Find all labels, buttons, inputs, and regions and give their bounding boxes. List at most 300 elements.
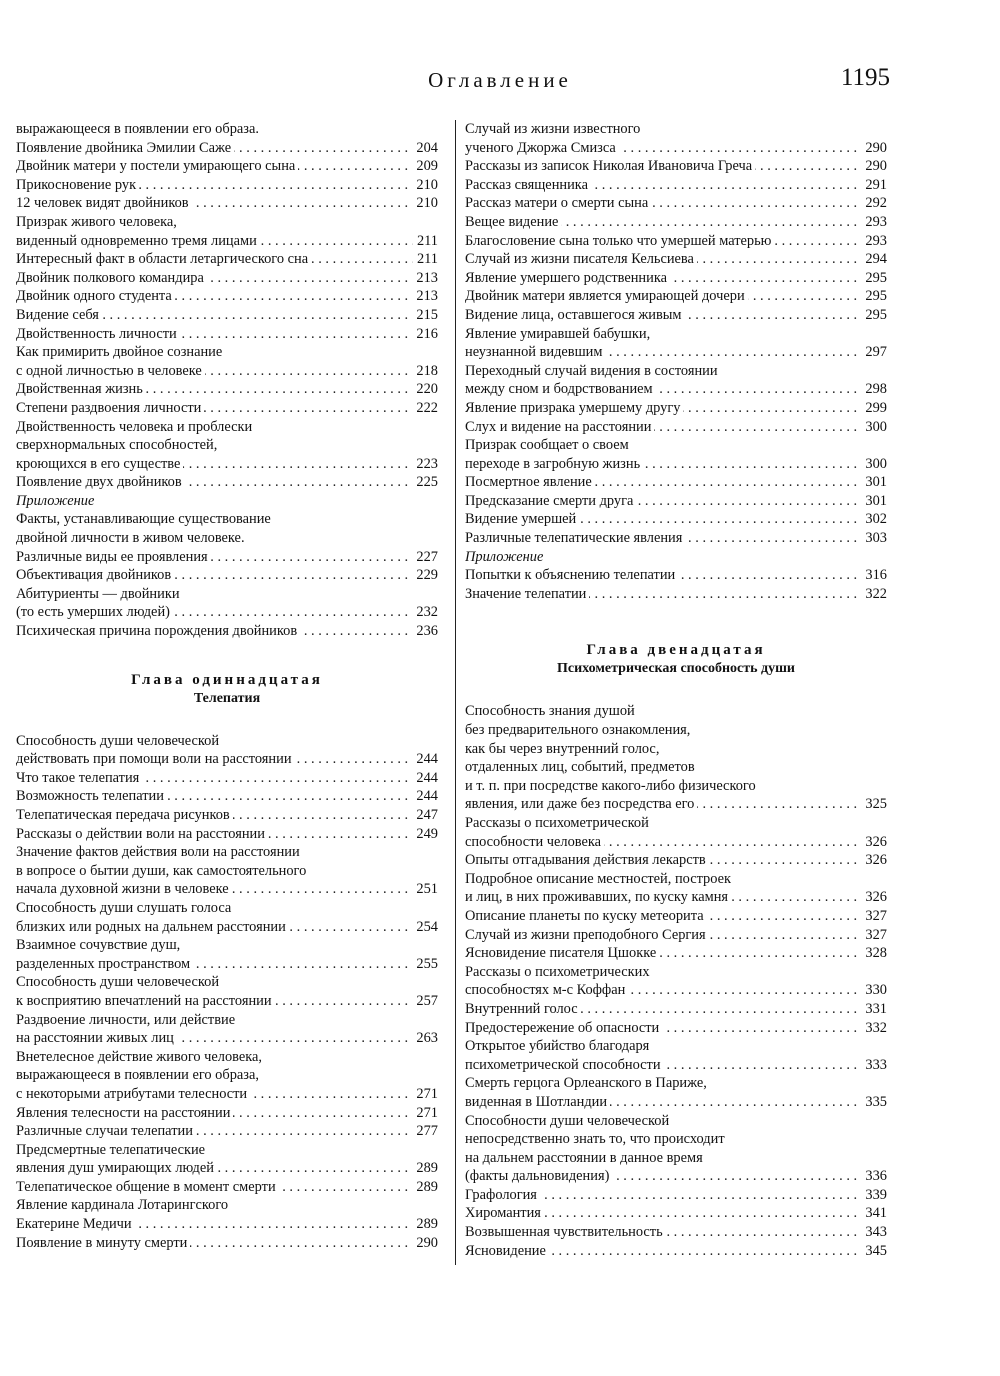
toc-entry-title: Возвышенная чувствительность xyxy=(465,1224,666,1240)
toc-entry xyxy=(16,1178,438,1197)
toc-entry-page: 327 xyxy=(861,907,887,926)
toc-entry-title: Двойственность личности xyxy=(16,326,180,342)
toc-entry xyxy=(465,851,887,870)
right-entries-top xyxy=(465,120,887,603)
toc-entry xyxy=(465,1149,887,1168)
toc-entry-page: 271 xyxy=(412,1104,438,1123)
toc-entry xyxy=(465,139,887,158)
toc-entry-title: Способность души слушать голоса xyxy=(16,900,234,916)
toc-entry-page: 289 xyxy=(412,1215,438,1234)
toc-entry-page: 251 xyxy=(412,880,438,899)
toc-entry xyxy=(16,529,438,548)
toc-entry-page: 215 xyxy=(412,306,438,325)
toc-entry-title: Графология xyxy=(465,1187,540,1203)
toc-entry-title: Способности души человеческой xyxy=(465,1113,672,1129)
toc-entry xyxy=(16,806,438,825)
toc-entry xyxy=(16,1215,438,1234)
toc-entry xyxy=(465,362,887,381)
toc-entry xyxy=(16,362,438,381)
toc-entry xyxy=(16,973,438,992)
toc-entry xyxy=(465,306,887,325)
toc-entry-title: без предварительного ознакомления, xyxy=(465,722,693,738)
toc-entry-title: Различные виды ее проявления xyxy=(16,549,211,565)
toc-entry-title: Психическая причина порождения двойников xyxy=(16,623,300,639)
toc-entry-title: Абитуриенты — двойники xyxy=(16,586,183,602)
toc-entry xyxy=(16,343,438,362)
toc-entry xyxy=(16,603,438,622)
toc-entry xyxy=(465,833,887,852)
toc-entry-title: (факты дальновидения) xyxy=(465,1168,612,1184)
toc-entry-title: Телепатическое общение в момент смерти xyxy=(16,1179,279,1195)
toc-entry-page: 218 xyxy=(412,362,438,381)
toc-entry xyxy=(465,510,887,529)
toc-entry xyxy=(465,157,887,176)
toc-entry-title: Переходный случай видения в состоянии xyxy=(465,363,721,379)
toc-entry-title: Видение себя xyxy=(16,307,102,323)
toc-entry xyxy=(465,1112,887,1131)
toc-entry-title: Рассказы о психометрической xyxy=(465,815,652,831)
toc-entry-page: 341 xyxy=(861,1204,887,1223)
toc-entry-title: Интересный факт в области летаргического сна xyxy=(16,251,311,267)
toc-entry-title: Предсмертные телепатические xyxy=(16,1142,208,1158)
toc-entry-page: 300 xyxy=(861,418,887,437)
toc-entry-title: действовать при помощи воли на расстоянии xyxy=(16,751,295,767)
toc-entry xyxy=(16,936,438,955)
toc-entry-title: Рассказы из записок Николая Ивановича Греча xyxy=(465,158,755,174)
toc-entry xyxy=(16,1048,438,1067)
toc-entry-page: 325 xyxy=(861,795,887,814)
toc-entry-title: Двойственность человека и проблески xyxy=(16,419,255,435)
toc-entry xyxy=(465,1000,887,1019)
toc-entry-title: Телепатическая передача рисунков xyxy=(16,807,233,823)
chapter-title: Телепатия xyxy=(193,690,261,706)
toc-entry-page: 326 xyxy=(861,833,887,852)
toc-entry-title: Рассказы о действии воли на расстоянии xyxy=(16,826,268,842)
toc-entry xyxy=(16,250,438,269)
toc-entry-title: Двойник одного студента xyxy=(16,288,175,304)
toc-entry-page: 297 xyxy=(861,343,887,362)
toc-entry-title: виденная в Шотландии xyxy=(465,1094,610,1110)
toc-entry-title: Взаимное сочувствие душ, xyxy=(16,937,183,953)
toc-entry-title: Двойник полкового командира xyxy=(16,270,207,286)
toc-entry xyxy=(16,325,438,344)
toc-entry xyxy=(465,777,887,796)
toc-entry xyxy=(16,455,438,474)
toc-entry-page: 289 xyxy=(412,1178,438,1197)
toc-entry-page: 299 xyxy=(861,399,887,418)
toc-entry xyxy=(465,702,887,721)
toc-entry-page: 247 xyxy=(412,806,438,825)
toc-entry-page: 328 xyxy=(861,944,887,963)
toc-entry xyxy=(16,492,438,511)
toc-entry-page: 232 xyxy=(412,603,438,622)
toc-entry xyxy=(465,1242,887,1261)
toc-entry xyxy=(465,1037,887,1056)
toc-entry-title: Посмертное явление xyxy=(465,474,595,490)
toc-entry xyxy=(16,843,438,862)
toc-entry xyxy=(16,213,438,232)
toc-entry-page: 326 xyxy=(861,888,887,907)
toc-entry-title: Предостережение об опасности xyxy=(465,1020,662,1036)
chapter-label: Глава одиннадцатая xyxy=(131,671,323,688)
toc-entry-title: переходе в загробную жизнь xyxy=(465,456,643,472)
toc-entry xyxy=(16,157,438,176)
toc-entry-page: 209 xyxy=(412,157,438,176)
toc-entry-title: Явления телесности на расстоянии xyxy=(16,1105,233,1121)
toc-entry-title: начала духовной жизни в человеке xyxy=(16,881,232,897)
toc-entry-title: психометрической способности xyxy=(465,1057,664,1073)
toc-entry-title: к восприятию впечатлений на расстоянии xyxy=(16,993,275,1009)
toc-entry-page: 298 xyxy=(861,380,887,399)
toc-entry xyxy=(465,888,887,907)
toc-entry xyxy=(16,548,438,567)
toc-entry-title: Видение лица, оставшегося живым xyxy=(465,307,685,323)
toc-entry-title: с некоторыми атрибутами телесности xyxy=(16,1086,250,1102)
toc-entry-page: 333 xyxy=(861,1056,887,1075)
toc-entry-title: Благословение сына только что умершей матерью xyxy=(465,233,774,249)
toc-entry-page: 255 xyxy=(412,955,438,974)
toc-entry xyxy=(465,585,887,604)
toc-entry xyxy=(465,269,887,288)
toc-entry-title: Опыты отгадывания действия лекарств xyxy=(465,852,709,868)
toc-entry-title: Екатерине Медичи xyxy=(16,1216,135,1232)
toc-entry-page: 330 xyxy=(861,981,887,1000)
toc-entry xyxy=(16,585,438,604)
toc-entry xyxy=(465,963,887,982)
toc-entry-page: 326 xyxy=(861,851,887,870)
toc-entry-title: Появление двух двойников xyxy=(16,474,185,490)
toc-entry-page: 254 xyxy=(412,918,438,937)
toc-entry-page: 213 xyxy=(412,269,438,288)
toc-entry xyxy=(465,944,887,963)
toc-entry-title: Призрак сообщает о своем xyxy=(465,437,632,453)
toc-entry-page: 271 xyxy=(412,1085,438,1104)
toc-entry xyxy=(465,1074,887,1093)
toc-entry xyxy=(465,981,887,1000)
toc-entry xyxy=(16,1085,438,1104)
toc-entry xyxy=(16,139,438,158)
toc-entry xyxy=(16,269,438,288)
right-entries-bottom xyxy=(465,702,887,1260)
toc-entry xyxy=(465,1186,887,1205)
toc-entry xyxy=(465,287,887,306)
toc-entry xyxy=(465,194,887,213)
toc-entry xyxy=(465,325,887,344)
toc-entry-title: Прикосновение рук xyxy=(16,177,139,193)
toc-entry xyxy=(465,492,887,511)
toc-entry xyxy=(16,918,438,937)
toc-entry xyxy=(465,926,887,945)
toc-entry-title: Явление кардинала Лотарингского xyxy=(16,1197,231,1213)
toc-entry-title: Различные телепатические явления xyxy=(465,530,685,546)
toc-entry-title: Степени раздвоения личности xyxy=(16,400,204,416)
toc-entry-title: явления душ умирающих людей xyxy=(16,1160,217,1176)
toc-entry-title: Подробное описание местностей, построек xyxy=(465,871,734,887)
toc-entry xyxy=(465,399,887,418)
toc-entry-page: 244 xyxy=(412,769,438,788)
toc-entry-title: выражающееся в появлении его образа, xyxy=(16,1067,262,1083)
toc-entry xyxy=(465,473,887,492)
toc-entry xyxy=(16,862,438,881)
toc-entry-page: 295 xyxy=(861,269,887,288)
toc-entry-page: 301 xyxy=(861,473,887,492)
toc-entry xyxy=(465,1056,887,1075)
toc-entry-title: Случай из жизни известного xyxy=(465,121,643,137)
toc-entry xyxy=(16,380,438,399)
toc-entry-page: 291 xyxy=(861,176,887,195)
toc-entry xyxy=(16,306,438,325)
toc-entry-page: 322 xyxy=(861,585,887,604)
toc-entry-title: Слух и видение на расстоянии xyxy=(465,419,654,435)
toc-entry xyxy=(16,418,438,437)
toc-entry-page: 332 xyxy=(861,1019,887,1038)
toc-entry-title: Явление умиравшей бабушки, xyxy=(465,326,653,342)
toc-entry-title: Появление в минуту смерти xyxy=(16,1235,190,1251)
toc-entry-page: 290 xyxy=(861,157,887,176)
toc-entry-title: Приложение xyxy=(465,549,546,565)
toc-entry xyxy=(465,213,887,232)
toc-entry xyxy=(16,194,438,213)
toc-entry-title: Ясновидение xyxy=(465,1243,549,1259)
toc-entry-title: разделенных пространством xyxy=(16,956,193,972)
toc-entry-title: Значение фактов действия воли на расстоянии xyxy=(16,844,303,860)
toc-entry-page: 204 xyxy=(412,139,438,158)
toc-entry-title: Раздвоение личности, или действие xyxy=(16,1012,238,1028)
toc-entry-title: явления, или даже без посредства его xyxy=(465,796,697,812)
toc-entry-title: кроющихся в его существе xyxy=(16,456,183,472)
toc-entry-title: Попытки к объяснению телепатии xyxy=(465,567,678,583)
toc-entry xyxy=(465,1093,887,1112)
toc-entry-page: 301 xyxy=(861,492,887,511)
toc-entry xyxy=(465,455,887,474)
toc-entry-page: 277 xyxy=(412,1122,438,1141)
toc-entry xyxy=(465,343,887,362)
toc-entry-title: (то есть умерших людей) xyxy=(16,604,173,620)
toc-entry-title: отдаленных лиц, событий, предметов xyxy=(465,759,698,775)
left-column xyxy=(16,120,438,1252)
toc-entry-page: 211 xyxy=(413,250,438,269)
toc-entry-page: 257 xyxy=(412,992,438,1011)
toc-entry-title: способностях м-с Коффан xyxy=(465,982,628,998)
toc-entry-page: 290 xyxy=(412,1234,438,1253)
toc-entry xyxy=(465,1019,887,1038)
toc-entry xyxy=(16,1066,438,1085)
toc-entry-title: выражающееся в появлении его образа. xyxy=(16,121,262,137)
toc-entry xyxy=(465,380,887,399)
toc-entry-title: Внетелесное действие живого человека, xyxy=(16,1049,265,1065)
toc-entry-title: Двойник матери является умирающей дочери xyxy=(465,288,748,304)
toc-entry-title: Возможность телепатии xyxy=(16,788,167,804)
toc-entry-title: Двойственная жизнь xyxy=(16,381,146,397)
toc-entry-title: Вещее видение xyxy=(465,214,561,230)
toc-entry xyxy=(465,870,887,889)
toc-entry-page: 210 xyxy=(412,194,438,213)
toc-entry-title: сверхнормальных способностей, xyxy=(16,437,220,453)
toc-entry-page: 316 xyxy=(861,566,887,585)
toc-entry xyxy=(16,399,438,418)
toc-entry xyxy=(16,232,438,251)
toc-entry-title: Предсказание смерти друга xyxy=(465,493,636,509)
toc-entry xyxy=(465,721,887,740)
toc-entry xyxy=(16,787,438,806)
toc-entry xyxy=(465,814,887,833)
toc-entry xyxy=(16,566,438,585)
toc-entry xyxy=(465,1167,887,1186)
toc-entry-title: Призрак живого человека, xyxy=(16,214,180,230)
toc-entry-page: 331 xyxy=(861,1000,887,1019)
chapter-heading-12 xyxy=(465,641,887,678)
toc-entry-title: Рассказ матери о смерти сына xyxy=(465,195,651,211)
toc-entry-title: Появление двойника Эмилии Саже xyxy=(16,140,234,156)
toc-entry xyxy=(465,120,887,139)
toc-entry-title: Видение умершей xyxy=(465,511,579,527)
toc-entry-title: Приложение xyxy=(16,493,97,509)
toc-entry xyxy=(16,1234,438,1253)
toc-entry xyxy=(465,795,887,814)
toc-entry-title: Способность знания душой xyxy=(465,703,638,719)
toc-entry xyxy=(16,769,438,788)
toc-entry-page: 222 xyxy=(412,399,438,418)
toc-entry-title: Открытое убийство благодаря xyxy=(465,1038,652,1054)
toc-entry xyxy=(465,250,887,269)
toc-entry-title: двойной личности в живом человеке. xyxy=(16,530,248,546)
toc-entry-page: 343 xyxy=(861,1223,887,1242)
toc-entry xyxy=(465,1223,887,1242)
toc-entry-title: близких или родных на дальнем расстоянии xyxy=(16,919,289,935)
chapter-heading-11 xyxy=(16,671,438,708)
toc-entry xyxy=(16,992,438,1011)
toc-entry-page: 289 xyxy=(412,1159,438,1178)
toc-entry xyxy=(465,758,887,777)
toc-entry-title: и лиц, в них проживавших, по куску камня xyxy=(465,889,731,905)
toc-entry-title: Рассказ священника xyxy=(465,177,591,193)
toc-entry-title: Явление умершего родственника xyxy=(465,270,670,286)
toc-entry xyxy=(16,955,438,974)
toc-entry-title: на дальнем расстоянии в данное время xyxy=(465,1150,706,1166)
toc-entry-page: 292 xyxy=(861,194,887,213)
chapter-label: Глава двенадцатая xyxy=(586,642,766,659)
toc-entry-page: 290 xyxy=(861,139,887,158)
toc-entry-page: 327 xyxy=(861,926,887,945)
toc-entry-page: 244 xyxy=(412,750,438,769)
toc-entry-page: 300 xyxy=(861,455,887,474)
toc-entry-page: 211 xyxy=(413,232,438,251)
toc-entry-title: Факты, устанавливающие существование xyxy=(16,511,274,527)
toc-entry-page: 216 xyxy=(412,325,438,344)
toc-entry-page: 335 xyxy=(861,1093,887,1112)
toc-entry-title: Случай из жизни преподобного Сергия xyxy=(465,927,709,943)
toc-entry xyxy=(16,899,438,918)
toc-entry xyxy=(465,529,887,548)
toc-entry-title: Хиромантия xyxy=(465,1205,544,1221)
toc-entry-title: между сном и бодрствованием xyxy=(465,381,656,397)
toc-entry-page: 213 xyxy=(412,287,438,306)
toc-entry xyxy=(16,176,438,195)
toc-entry-page: 294 xyxy=(861,250,887,269)
right-column xyxy=(465,120,887,1260)
toc-entry xyxy=(16,732,438,751)
toc-entry-title: Способность души человеческой xyxy=(16,733,222,749)
left-entries-top xyxy=(16,120,438,641)
toc-entry xyxy=(465,907,887,926)
toc-entry-page: 236 xyxy=(412,622,438,641)
toc-entry-title: в вопросе о бытии души, как самостоятельного xyxy=(16,863,309,879)
toc-entry xyxy=(465,232,887,251)
toc-entry xyxy=(16,1159,438,1178)
toc-entry-page: 293 xyxy=(861,213,887,232)
toc-entry-title: Значение телепатии xyxy=(465,586,589,602)
toc-entry-title: Рассказы о психометрических xyxy=(465,964,653,980)
toc-entry-page: 295 xyxy=(861,306,887,325)
toc-entry xyxy=(16,473,438,492)
toc-entry-title: Двойник матери у постели умирающего сына xyxy=(16,158,298,174)
toc-entry-title: непосредственно знать то, что происходит xyxy=(465,1131,728,1147)
toc-entry-page: 263 xyxy=(412,1029,438,1048)
toc-entry-title: и т. п. при посредстве какого-либо физического xyxy=(465,778,759,794)
toc-entry-title: неузнанной видевшим xyxy=(465,344,605,360)
toc-entry-title: способности человека xyxy=(465,834,604,850)
toc-entry-title: на расстоянии живых лиц xyxy=(16,1030,177,1046)
toc-entry-title: Способность души человеческой xyxy=(16,974,222,990)
toc-entry-page: 345 xyxy=(861,1242,887,1261)
page-number: 1195 xyxy=(840,64,890,91)
toc-entry xyxy=(16,1122,438,1141)
toc-entry xyxy=(16,1104,438,1123)
toc-entry xyxy=(16,1029,438,1048)
toc-entry-title: как бы через внутренний голос, xyxy=(465,741,662,757)
toc-entry-title: Объективация двойников xyxy=(16,567,174,583)
toc-entry-title: ученого Джоржа Смизса xyxy=(465,140,619,156)
toc-entry-title: Внутренний голос xyxy=(465,1001,581,1017)
toc-entry-title: Явление призрака умершему другу xyxy=(465,400,683,416)
toc-entry xyxy=(465,176,887,195)
toc-entry-title: Описание планеты по куску метеорита xyxy=(465,908,707,924)
toc-entry xyxy=(465,548,887,567)
toc-entry-title: Ясновидение писателя Цшокке xyxy=(465,945,659,961)
toc-entry-page: 336 xyxy=(861,1167,887,1186)
toc-entry-page: 249 xyxy=(412,825,438,844)
toc-entry-title: Случай из жизни писателя Кельсиева xyxy=(465,251,697,267)
left-entries-bottom xyxy=(16,732,438,1253)
toc-entry xyxy=(465,436,887,455)
toc-entry-title: виденный одновременно тремя лицами xyxy=(16,233,260,249)
toc-entry-page: 293 xyxy=(861,232,887,251)
toc-entry-page: 220 xyxy=(412,380,438,399)
toc-entry-page: 227 xyxy=(412,548,438,567)
toc-entry xyxy=(16,436,438,455)
toc-entry-page: 303 xyxy=(861,529,887,548)
toc-entry-title: Смерть герцога Орлеанского в Париже, xyxy=(465,1075,710,1091)
toc-entry xyxy=(16,750,438,769)
toc-entry-page: 244 xyxy=(412,787,438,806)
toc-entry-page: 223 xyxy=(412,455,438,474)
toc-entry xyxy=(16,622,438,641)
toc-entry-title: Различные случаи телепатии xyxy=(16,1123,196,1139)
toc-entry-page: 339 xyxy=(861,1186,887,1205)
toc-entry xyxy=(16,1196,438,1215)
toc-entry-page: 210 xyxy=(412,176,438,195)
toc-entry xyxy=(16,825,438,844)
toc-entry-title: 12 человек видят двойников xyxy=(16,195,192,211)
toc-entry-page: 302 xyxy=(861,510,887,529)
toc-entry xyxy=(465,1130,887,1149)
toc-entry xyxy=(465,740,887,759)
toc-entry-title: с одной личностью в человеке xyxy=(16,363,205,379)
column-divider xyxy=(455,120,456,1265)
toc-entry xyxy=(465,566,887,585)
toc-entry xyxy=(465,1204,887,1223)
toc-entry xyxy=(465,418,887,437)
